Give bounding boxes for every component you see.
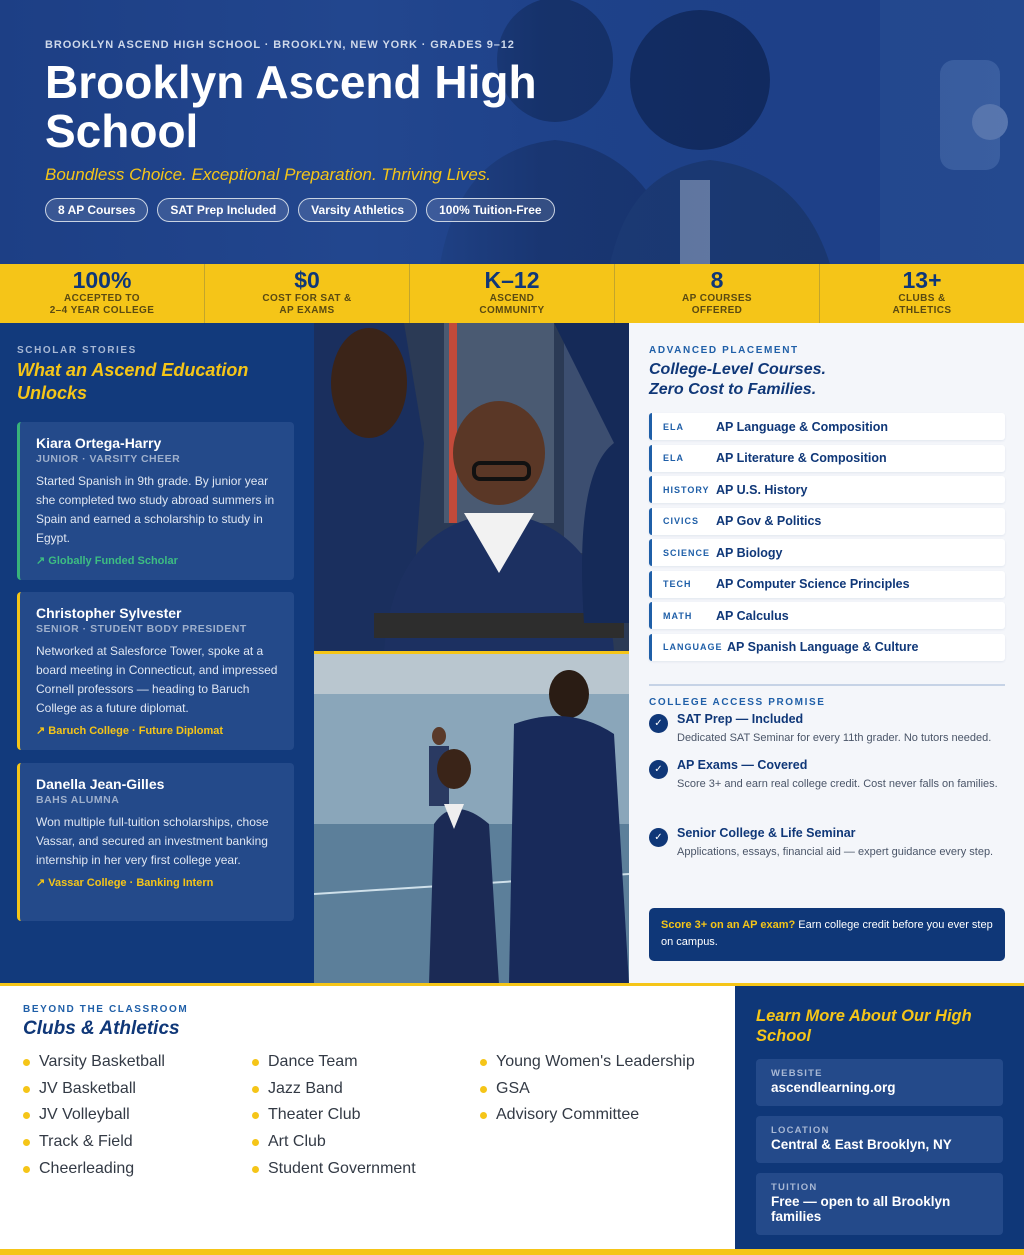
clubs-column-2: [252, 1049, 416, 1183]
list-item: Theater Club: [252, 1102, 416, 1129]
course-subject-tag: CIVICS: [663, 516, 700, 526]
course-subject-tag: ELA: [663, 421, 684, 432]
list-item: Varsity Basketball: [23, 1049, 165, 1076]
stat-value: 13+: [902, 267, 942, 293]
school-tagline: Boundless Choice. Exceptional Preparation. Thriving Lives.: [45, 165, 492, 184]
list-item: Jazz Band: [252, 1076, 416, 1103]
promise-item-sat: [649, 712, 1009, 749]
pill-ap-courses: 8 AP Courses: [45, 198, 148, 222]
story-card-christopher: [17, 592, 294, 750]
ap-course-item: [649, 445, 1005, 472]
clubs-column-3: [480, 1049, 695, 1129]
list-item: GSA: [480, 1076, 695, 1103]
scholar-stories: [0, 323, 314, 984]
check-icon: ✓: [649, 760, 668, 779]
story-role: SENIOR · STUDENT BODY PRESIDENT: [36, 623, 247, 635]
stat-value: $0: [294, 267, 320, 293]
stat-label: ASCEND COMMUNITY: [479, 293, 545, 316]
stat-label: CLUBS & ATHLETICS: [892, 293, 952, 316]
ap-eyebrow: ADVANCED PLACEMENT: [649, 345, 799, 356]
story-tag: ↗ Vassar College · Banking Intern: [36, 877, 214, 889]
stat-community: [410, 264, 615, 323]
story-text: Won multiple full-tuition scholarships, chose Vassar, and secured an investment banking internship in her very first college year.: [36, 815, 269, 867]
pill-tuition-free: 100% Tuition-Free: [426, 198, 554, 222]
classroom-photo: [314, 323, 629, 651]
ap-course-item: [649, 508, 1005, 535]
ap-course-item: [649, 634, 1005, 661]
course-name: AP Literature & Composition: [716, 451, 887, 465]
story-name: Christopher Sylvester: [36, 605, 182, 621]
school-name-title: Brooklyn Ascend High School: [45, 56, 537, 157]
promise-title: SAT Prep — Included: [677, 712, 804, 726]
promise-item-senior-seminar: [649, 826, 1009, 863]
promise-title: AP Exams — Covered: [677, 758, 808, 772]
clubs-eyebrow: BEYOND THE CLASSROOM: [23, 1004, 189, 1015]
list-item: Art Club: [252, 1129, 416, 1156]
stat-value: K–12: [484, 267, 540, 293]
info-label: WEBSITE: [771, 1068, 823, 1079]
clubs-athletics: [0, 986, 735, 1249]
course-name: AP U.S. History: [716, 482, 808, 497]
stat-label: COST FOR SAT & AP EXAMS: [262, 293, 352, 316]
list-item: JV Volleyball: [23, 1102, 165, 1129]
footer-bar: [0, 1249, 1024, 1255]
course-name: AP Biology: [716, 545, 783, 560]
course-subject-tag: HISTORY: [663, 484, 710, 495]
promise-text: Dedicated SAT Seminar for every 11th grader. No tutors needed.: [677, 732, 992, 744]
course-name: AP Spanish Language & Culture: [727, 640, 919, 654]
ap-course-item: [649, 476, 1005, 503]
stat-college-acceptance: [0, 264, 205, 323]
promise-title: Senior College & Life Seminar: [677, 826, 856, 840]
stats-bar: [0, 264, 1024, 323]
story-role: BAHS ALUMNA: [36, 794, 120, 806]
list-item: Dance Team: [252, 1049, 416, 1076]
advanced-placement-panel: [629, 323, 1024, 984]
stat-label: AP COURSES OFFERED: [682, 293, 752, 316]
check-icon: ✓: [649, 828, 668, 847]
clubs-title: Clubs & Athletics: [23, 1018, 180, 1039]
promise-text: Score 3+ and earn real college credit. Cost never falls on families.: [677, 778, 998, 790]
course-name: AP Computer Science Principles: [716, 577, 910, 591]
info-label: LOCATION: [771, 1125, 830, 1136]
list-item: Track & Field: [23, 1129, 165, 1156]
stat-clubs: [820, 264, 1024, 323]
stat-exam-cost: [205, 264, 410, 323]
stat-label: ACCEPTED TO 2–4 YEAR COLLEGE: [49, 293, 155, 316]
list-item: Student Government: [252, 1156, 416, 1183]
promise-item-ap-exams: [649, 758, 1009, 795]
hero-eyebrow: BROOKLYN ASCEND HIGH SCHOOL · BROOKLYN, NEW YORK · GRADES 9–12: [45, 39, 515, 51]
stat-value: 100%: [72, 267, 132, 293]
course-subject-tag: ELA: [663, 453, 684, 463]
story-card-kiara: [17, 422, 294, 580]
callout-bold: Score 3+ on an AP exam?: [661, 919, 796, 931]
ap-course-item: [649, 413, 1005, 440]
location-value: Central & East Brooklyn, NY: [771, 1137, 952, 1152]
gym-basketball-photo: [314, 654, 629, 984]
section-divider: [649, 684, 1005, 686]
ap-credit-callout: [649, 908, 1005, 961]
list-item: JV Basketball: [23, 1076, 165, 1103]
hero: [0, 0, 1024, 264]
learn-more-title: Learn More About Our High School: [756, 1007, 972, 1045]
ap-course-item: [649, 539, 1005, 566]
info-card-website[interactable]: [756, 1059, 1003, 1106]
check-icon: ✓: [649, 714, 668, 733]
clubs-column-1: [23, 1049, 165, 1183]
story-text: Started Spanish in 9th grade. By junior year she completed two study abroad summers in Spain and earned a scholarship to study in Egypt.: [36, 474, 275, 545]
tuition-value: Free — open to all Brooklyn families: [771, 1194, 951, 1224]
feature-pills: [45, 198, 555, 222]
callout-text: Earn college credit before you ever step on campus.: [661, 919, 993, 948]
course-name: AP Language & Composition: [716, 419, 888, 434]
info-label: TUITION: [771, 1182, 818, 1193]
course-subject-tag: TECH: [663, 579, 692, 589]
ap-course-item: [649, 571, 1005, 598]
info-card-location: [756, 1116, 1003, 1163]
story-name: Danella Jean-Gilles: [36, 776, 165, 792]
stories-title: What an Ascend Education Unlocks: [17, 360, 249, 403]
course-name: AP Calculus: [716, 608, 789, 623]
ap-course-list: [649, 413, 1005, 665]
course-name: AP Gov & Politics: [716, 514, 822, 528]
learn-more-panel: [735, 986, 1024, 1249]
pill-sat-prep: SAT Prep Included: [157, 198, 289, 222]
info-card-tuition: [756, 1173, 1003, 1235]
story-role: JUNIOR · VARSITY CHEER: [36, 453, 181, 465]
promise-eyebrow: COLLEGE ACCESS PROMISE: [649, 697, 826, 708]
story-tag: ↗ Globally Funded Scholar: [36, 555, 178, 567]
list-item: Cheerleading: [23, 1156, 165, 1183]
ap-course-item: [649, 602, 1005, 629]
website-link[interactable]: ascendlearning.org: [771, 1080, 896, 1095]
course-subject-tag: MATH: [663, 610, 693, 621]
story-tag: ↗ Baruch College · Future Diplomat: [36, 725, 224, 737]
stat-ap-courses: [615, 264, 820, 323]
stories-eyebrow: SCHOLAR STORIES: [17, 345, 137, 356]
list-item: Advisory Committee: [480, 1102, 695, 1129]
list-item: Young Women's Leadership: [480, 1049, 695, 1076]
story-text: Networked at Salesforce Tower, spoke at a board meeting in Connecticut, and impressed Cornell professors — heading to Baruch College as a future diplomat.: [36, 644, 278, 715]
story-card-danella: [17, 763, 294, 921]
stat-value: 8: [710, 267, 724, 293]
course-subject-tag: SCIENCE: [663, 547, 711, 558]
ap-title: College-Level Courses. Zero Cost to Families.: [649, 361, 826, 398]
promise-text: Applications, essays, financial aid — expert guidance every step.: [677, 846, 994, 858]
story-name: Kiara Ortega-Harry: [36, 435, 162, 451]
pill-varsity-athletics: Varsity Athletics: [298, 198, 417, 222]
course-subject-tag: LANGUAGE: [663, 642, 723, 652]
